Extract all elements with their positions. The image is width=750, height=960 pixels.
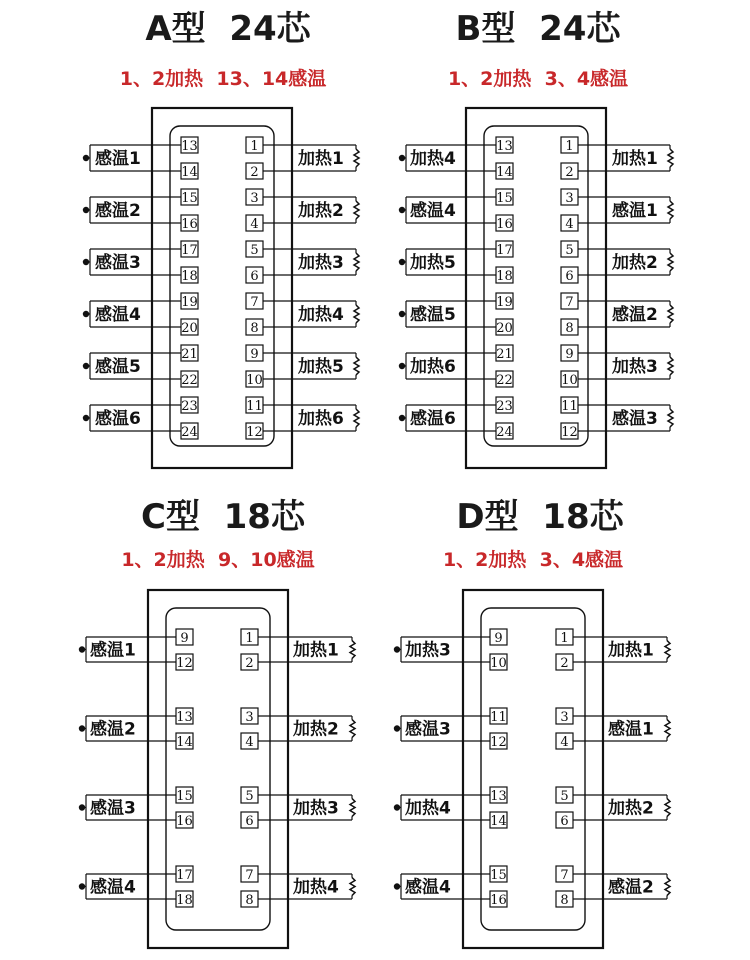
zone-label: 加热2 [293,719,339,740]
zone-label: 加热1 [298,149,344,169]
pin-number: 17 [176,868,193,883]
pin-number: 16 [181,217,198,232]
diagram-a-subtitle: 1、2加热 13、14感温 [119,68,327,90]
heater-resistor-icon [350,799,355,817]
heater-resistor-icon [354,409,359,427]
pin-number: 6 [560,814,569,829]
heater-resistor-icon [354,357,359,375]
pin-number: 24 [181,425,198,440]
heater-resistor-icon [354,305,359,323]
zone-label: 感温3 [405,719,451,740]
zone-label: 感温5 [410,305,456,325]
pin-number: 9 [494,631,503,646]
pin-number: 1 [560,631,569,646]
pin-number: 3 [250,191,259,206]
heater-resistor-icon [668,305,673,323]
pin-number: 10 [246,373,263,388]
pin-number: 15 [176,789,193,804]
heater-resistor-icon [350,720,355,738]
heater-resistor-icon [668,253,673,271]
pin-number: 12 [490,735,507,750]
connector-housing [463,590,603,948]
heater-resistor-icon [665,799,670,817]
diagram-c-title: C型 18芯 [141,497,305,537]
zone-label: 加热6 [298,409,344,429]
pin-number: 21 [496,347,513,362]
zone-label: 感温2 [608,877,654,898]
heater-resistor-icon [668,149,673,167]
pin-number: 3 [565,191,574,206]
pin-number: 16 [490,893,507,908]
diagram-d-title: D型 18芯 [456,497,624,537]
heater-resistor-icon [354,253,359,271]
pin-number: 15 [181,191,198,206]
pin-number: 8 [250,321,259,336]
pin-number: 12 [561,425,578,440]
zone-label: 加热1 [293,640,339,661]
pin-number: 2 [565,165,574,180]
zone-label: 加热1 [608,640,654,661]
heater-resistor-icon [665,878,670,896]
zone-label: 加热2 [612,253,658,273]
zone-label: 感温4 [95,305,141,325]
pin-number: 19 [496,295,513,310]
diagram-c [79,590,355,948]
zone-label: 感温1 [95,149,141,169]
diagram-a-title: A型 24芯 [145,9,311,49]
zone-label: 感温4 [410,201,456,221]
pin-number: 24 [496,425,513,440]
pin-number: 4 [560,735,569,750]
diagram-d [394,590,670,948]
pin-number: 23 [181,399,198,414]
pin-number: 20 [496,321,513,336]
pin-number: 1 [250,139,259,154]
diagram-d-subtitle: 1、2加热 3、4感温 [442,549,624,571]
pin-number: 20 [181,321,198,336]
zone-label: 感温2 [95,201,141,221]
pin-number: 15 [496,191,513,206]
zone-label: 加热4 [298,305,344,325]
zone-label: 感温5 [95,357,141,377]
zone-label: 感温2 [612,305,658,325]
pin-number: 7 [245,868,254,883]
zone-label: 感温3 [90,798,136,819]
connector-housing [466,108,606,468]
pin-number: 23 [496,399,513,414]
pin-number: 3 [245,710,254,725]
pin-number: 18 [176,893,193,908]
pin-number: 14 [490,814,507,829]
pin-number: 18 [181,269,198,284]
pin-number: 9 [565,347,574,362]
pin-number: 11 [561,399,578,414]
zone-label: 加热6 [410,357,456,377]
pin-number: 13 [496,139,513,154]
diagram-a [83,108,359,468]
pin-number: 2 [250,165,259,180]
pin-number: 14 [176,735,193,750]
pin-number: 12 [176,656,193,671]
pin-number: 5 [250,243,259,258]
zone-label: 感温1 [608,719,654,740]
zone-label: 加热1 [612,149,658,169]
pin-number: 1 [565,139,574,154]
pin-number: 15 [490,868,507,883]
pin-number: 3 [560,710,569,725]
heater-resistor-icon [665,720,670,738]
heater-resistor-icon [350,878,355,896]
pin-number: 13 [490,789,507,804]
pin-number: 2 [245,656,254,671]
pin-number: 11 [246,399,263,414]
diagram-c-subtitle: 1、2加热 9、10感温 [121,549,315,571]
zone-label: 加热5 [298,357,344,377]
pin-number: 17 [181,243,198,258]
zone-label: 加热4 [405,798,451,819]
zone-label: 加热5 [410,253,456,273]
zone-label: 感温2 [90,719,136,740]
pin-number: 9 [250,347,259,362]
connector-housing [152,108,292,468]
zone-label: 加热4 [410,149,456,169]
pin-number: 16 [176,814,193,829]
pin-number: 7 [565,295,574,310]
pin-number: 8 [560,893,569,908]
pin-number: 22 [181,373,198,388]
pin-number: 9 [180,631,189,646]
heater-resistor-icon [354,149,359,167]
pin-number: 6 [245,814,254,829]
heater-resistor-icon [668,409,673,427]
pin-number: 13 [181,139,198,154]
zone-label: 感温6 [410,409,456,429]
pin-number: 5 [565,243,574,258]
zone-label: 加热3 [298,253,344,273]
pin-number: 12 [246,425,263,440]
pin-number: 18 [496,269,513,284]
zone-label: 感温6 [95,409,141,429]
zone-label: 加热2 [608,798,654,819]
pin-number: 10 [490,656,507,671]
pin-number: 6 [565,269,574,284]
pin-number: 8 [565,321,574,336]
zone-label: 加热2 [298,201,344,221]
zone-label: 感温1 [90,640,136,661]
pin-number: 10 [561,373,578,388]
zone-label: 加热3 [405,640,451,661]
pin-number: 5 [245,789,254,804]
pin-number: 14 [496,165,513,180]
heater-resistor-icon [668,201,673,219]
pin-number: 7 [250,295,259,310]
pin-number: 4 [565,217,574,232]
pin-number: 11 [490,710,507,725]
pin-number: 8 [245,893,254,908]
pin-number: 5 [560,789,569,804]
diagram-b [399,108,673,468]
zone-label: 感温4 [405,877,451,898]
pin-number: 16 [496,217,513,232]
heater-resistor-icon [354,201,359,219]
pin-number: 1 [245,631,254,646]
zone-label: 加热4 [293,877,339,898]
pin-number: 21 [181,347,198,362]
pin-number: 6 [250,269,259,284]
pin-number: 4 [245,735,254,750]
pin-number: 17 [496,243,513,258]
pin-number: 2 [560,656,569,671]
zone-label: 感温3 [95,253,141,273]
pin-number: 19 [181,295,198,310]
diagram-b-subtitle: 1、2加热 3、4感温 [447,68,629,90]
pin-number: 7 [560,868,569,883]
heater-resistor-icon [350,641,355,659]
connector-housing [148,590,288,948]
heater-resistor-icon [665,641,670,659]
zone-label: 感温3 [612,409,658,429]
pin-number: 4 [250,217,259,232]
zone-label: 加热3 [612,357,658,377]
pin-number: 14 [181,165,198,180]
heater-resistor-icon [668,357,673,375]
pin-number: 22 [496,373,513,388]
diagram-b-title: B型 24芯 [455,9,621,49]
pin-number: 13 [176,710,193,725]
zone-label: 感温1 [612,201,658,221]
zone-label: 加热3 [293,798,339,819]
zone-label: 感温4 [90,877,136,898]
